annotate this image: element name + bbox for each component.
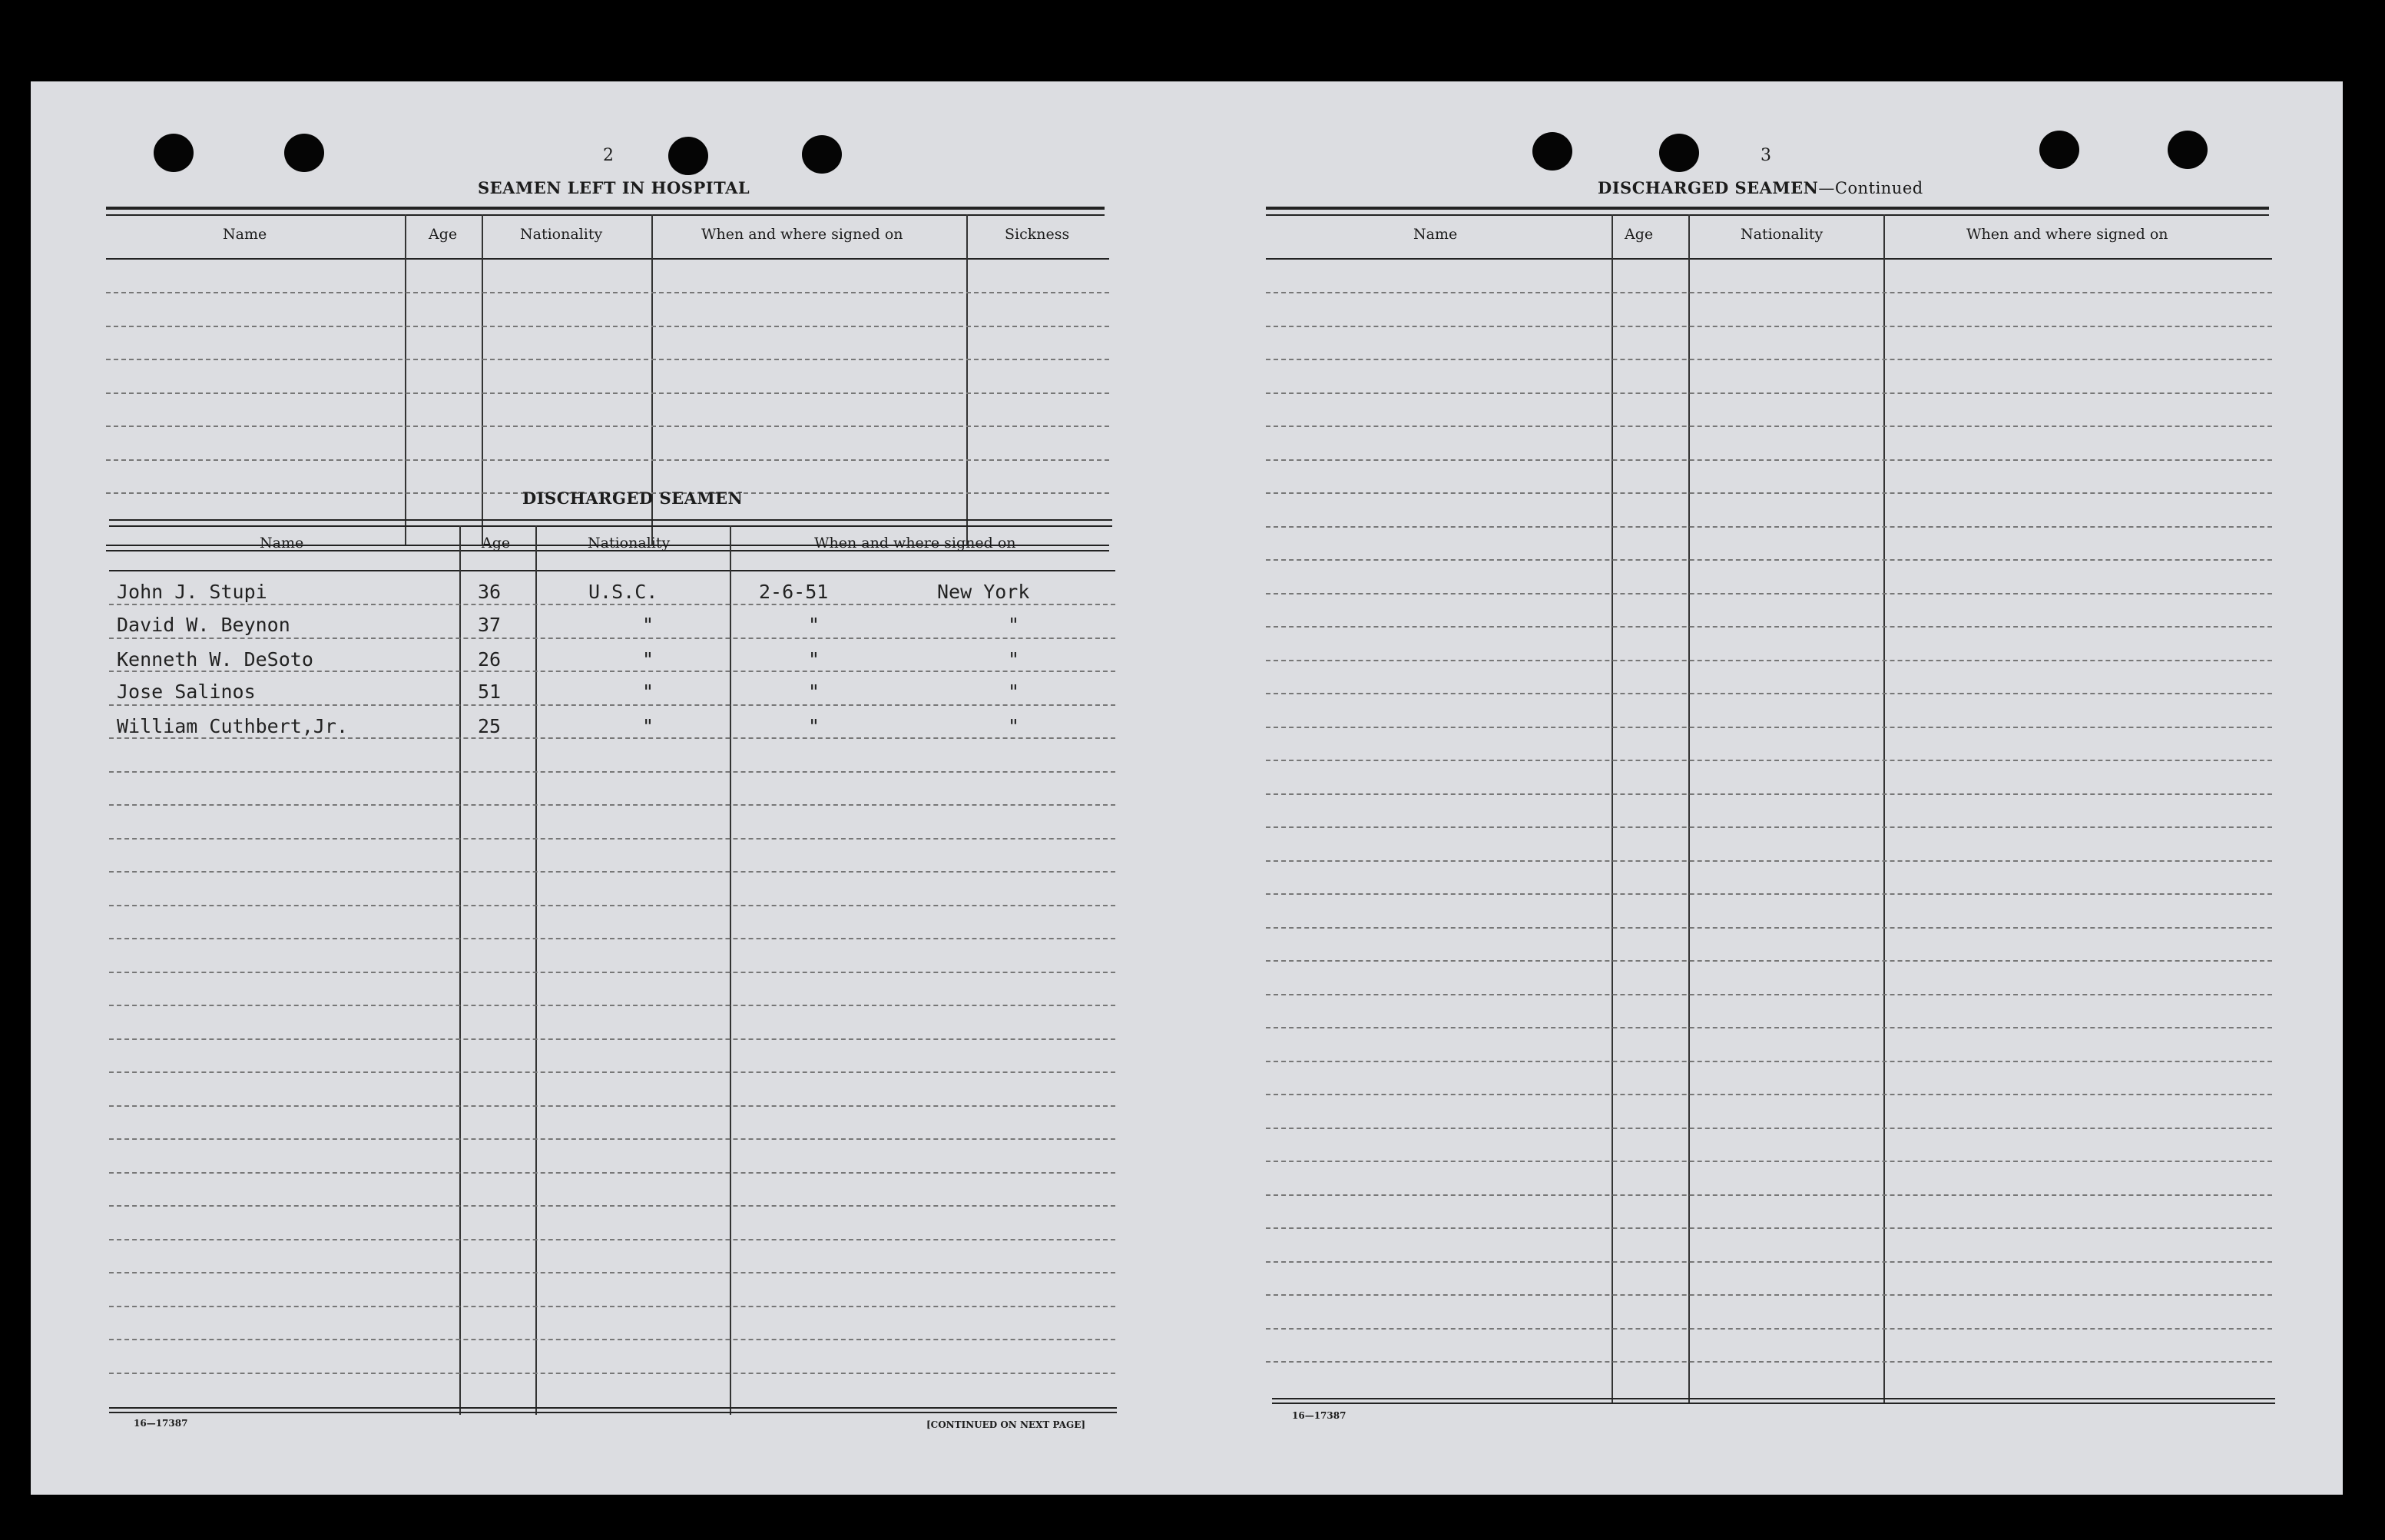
punch-hole <box>802 135 842 174</box>
row-nationality: " <box>642 681 654 703</box>
page-number-left: 2 <box>603 146 614 165</box>
ruled-line <box>1266 459 2272 461</box>
ruled-line <box>109 671 1115 672</box>
right-col-name: Name <box>1413 226 1458 243</box>
ruled-line <box>109 804 1115 806</box>
form-number-left: 16—1⁠7387 <box>134 1418 188 1429</box>
right-title-main: DISCHARGED SEAMEN <box>1598 178 1819 197</box>
hospital-col-nationality: Nationality <box>520 226 603 243</box>
rule <box>1266 207 2269 210</box>
rule <box>109 570 1115 571</box>
rule <box>1266 258 2272 260</box>
punch-hole <box>2168 131 2208 169</box>
ruled-line <box>1266 1294 2272 1296</box>
row-date: " <box>808 614 820 636</box>
row-age: 25 <box>478 715 502 737</box>
row-nationality: " <box>642 715 654 737</box>
row-name: David W. Beynon <box>117 614 290 636</box>
ruled-line <box>1266 593 2272 594</box>
row-nationality: " <box>642 648 654 671</box>
right-title-suffix: —Continued <box>1818 179 1923 197</box>
hospital-col-age: Age <box>429 226 458 243</box>
right-col-nationality: Nationality <box>1741 226 1824 243</box>
hospital-col-sickness: Sickness <box>1005 226 1070 243</box>
ruled-line <box>1266 727 2272 728</box>
ruled-line <box>106 326 1109 327</box>
ruled-line <box>106 459 1109 461</box>
ruled-line <box>109 737 1115 739</box>
ruled-line <box>109 1138 1115 1140</box>
ruled-line <box>1266 1061 2272 1062</box>
row-place: " <box>1008 715 1020 737</box>
punch-hole <box>668 137 708 175</box>
form-number-right: 16—17387 <box>1292 1410 1347 1421</box>
row-date: " <box>808 648 820 671</box>
right-section-title <box>1598 178 1923 197</box>
ruled-line <box>1266 793 2272 795</box>
hospital-col-when-where: When and where signed on <box>701 226 903 243</box>
ruled-line <box>109 604 1115 605</box>
rule <box>109 1412 1117 1413</box>
document-sheet <box>31 81 2343 1495</box>
row-date: " <box>808 681 820 703</box>
ruled-line <box>109 972 1115 973</box>
row-name: Jose Salinos <box>117 681 256 703</box>
ruled-line <box>1266 960 2272 962</box>
ruled-line <box>109 1071 1115 1073</box>
discharged-col-nationality: Nationality <box>588 535 671 551</box>
ruled-line <box>109 1005 1115 1006</box>
ruled-line <box>109 871 1115 873</box>
discharged-col-age: Age <box>482 535 511 551</box>
hospital-col-name: Name <box>223 226 267 243</box>
ruled-line <box>1266 1094 2272 1095</box>
right-col-when-where: When and where signed on <box>1966 226 2168 243</box>
ruled-line <box>106 426 1109 427</box>
row-age: 37 <box>478 614 502 636</box>
ruled-line <box>109 638 1115 639</box>
row-nationality: U.S.C. <box>588 581 658 603</box>
ruled-line <box>1266 1328 2272 1330</box>
row-date: 2-6-51 <box>759 581 829 603</box>
ruled-line <box>1266 826 2272 828</box>
column-divider <box>482 214 483 546</box>
ruled-line <box>106 392 1109 394</box>
ruled-line <box>1266 1161 2272 1162</box>
ruled-line <box>109 1172 1115 1174</box>
ruled-line <box>1266 1361 2272 1363</box>
column-divider <box>535 525 537 1415</box>
rule <box>109 525 1112 527</box>
ruled-line <box>1266 426 2272 427</box>
column-divider <box>730 525 731 1415</box>
ruled-line <box>109 1205 1115 1207</box>
row-name: John J. Stupi <box>117 581 267 603</box>
ruled-line <box>1266 292 2272 293</box>
ruled-line <box>1266 1227 2272 1229</box>
punch-hole <box>1532 132 1572 171</box>
row-place: " <box>1008 614 1020 636</box>
ruled-line <box>1266 1128 2272 1129</box>
page-number-right: 3 <box>1761 146 1771 165</box>
ruled-line <box>1266 860 2272 862</box>
ruled-line <box>1266 893 2272 895</box>
row-age: 51 <box>478 681 502 703</box>
ruled-line <box>109 938 1115 939</box>
ruled-line <box>1266 326 2272 327</box>
ruled-line <box>109 1239 1115 1240</box>
rule <box>109 1407 1117 1409</box>
continued-note: [CONTINUED ON NEXT PAGE] <box>926 1419 1086 1430</box>
ruled-line <box>109 1038 1115 1040</box>
ruled-line <box>109 1339 1115 1340</box>
ruled-line <box>109 771 1115 773</box>
rule <box>1272 1398 2275 1399</box>
row-name: William Cuthbert,Jr. <box>117 715 349 737</box>
punch-hole <box>2039 131 2079 169</box>
hospital-section-title: SEAMEN LEFT IN HOSPITAL <box>478 178 750 197</box>
ruled-line <box>1266 359 2272 360</box>
row-nationality: " <box>642 614 654 636</box>
row-place: " <box>1008 648 1020 671</box>
rule <box>106 258 1109 260</box>
ruled-line <box>109 704 1115 706</box>
row-age: 36 <box>478 581 502 603</box>
ruled-line <box>1266 994 2272 995</box>
punch-hole <box>1659 134 1699 172</box>
discharged-section-title: DISCHARGED SEAMEN <box>522 488 744 508</box>
rule <box>106 207 1105 210</box>
row-date: " <box>808 715 820 737</box>
ruled-line <box>106 292 1109 293</box>
ruled-line <box>1266 693 2272 694</box>
ruled-line <box>1266 626 2272 628</box>
ruled-line <box>109 1272 1115 1273</box>
ruled-line <box>109 838 1115 840</box>
ruled-line <box>109 1105 1115 1107</box>
column-divider <box>459 525 461 1415</box>
discharged-col-when-where: When and where signed on <box>814 535 1016 551</box>
row-name: Kenneth W. DeSoto <box>117 648 313 671</box>
rule <box>1272 1403 2275 1404</box>
ruled-line <box>1266 1027 2272 1028</box>
rule <box>1266 214 2269 216</box>
ruled-line <box>1266 526 2272 528</box>
ruled-line <box>1266 760 2272 761</box>
ruled-line <box>109 905 1115 906</box>
ruled-line <box>1266 559 2272 561</box>
row-age: 26 <box>478 648 502 671</box>
rule <box>109 519 1112 521</box>
ruled-line <box>109 1373 1115 1374</box>
ruled-line <box>106 359 1109 360</box>
column-divider <box>405 214 406 546</box>
row-place: New York <box>937 581 1030 603</box>
discharged-col-name: Name <box>260 535 304 551</box>
punch-hole <box>154 134 194 172</box>
ruled-line <box>1266 492 2272 494</box>
column-divider <box>966 214 968 546</box>
ruled-line <box>1266 927 2272 929</box>
ruled-line <box>1266 392 2272 394</box>
rule <box>106 214 1105 216</box>
right-col-age: Age <box>1625 226 1654 243</box>
ruled-line <box>1266 1261 2272 1263</box>
ruled-line <box>1266 1194 2272 1196</box>
ruled-line <box>109 1306 1115 1307</box>
punch-hole <box>284 134 324 172</box>
row-place: " <box>1008 681 1020 703</box>
ruled-line <box>1266 660 2272 661</box>
